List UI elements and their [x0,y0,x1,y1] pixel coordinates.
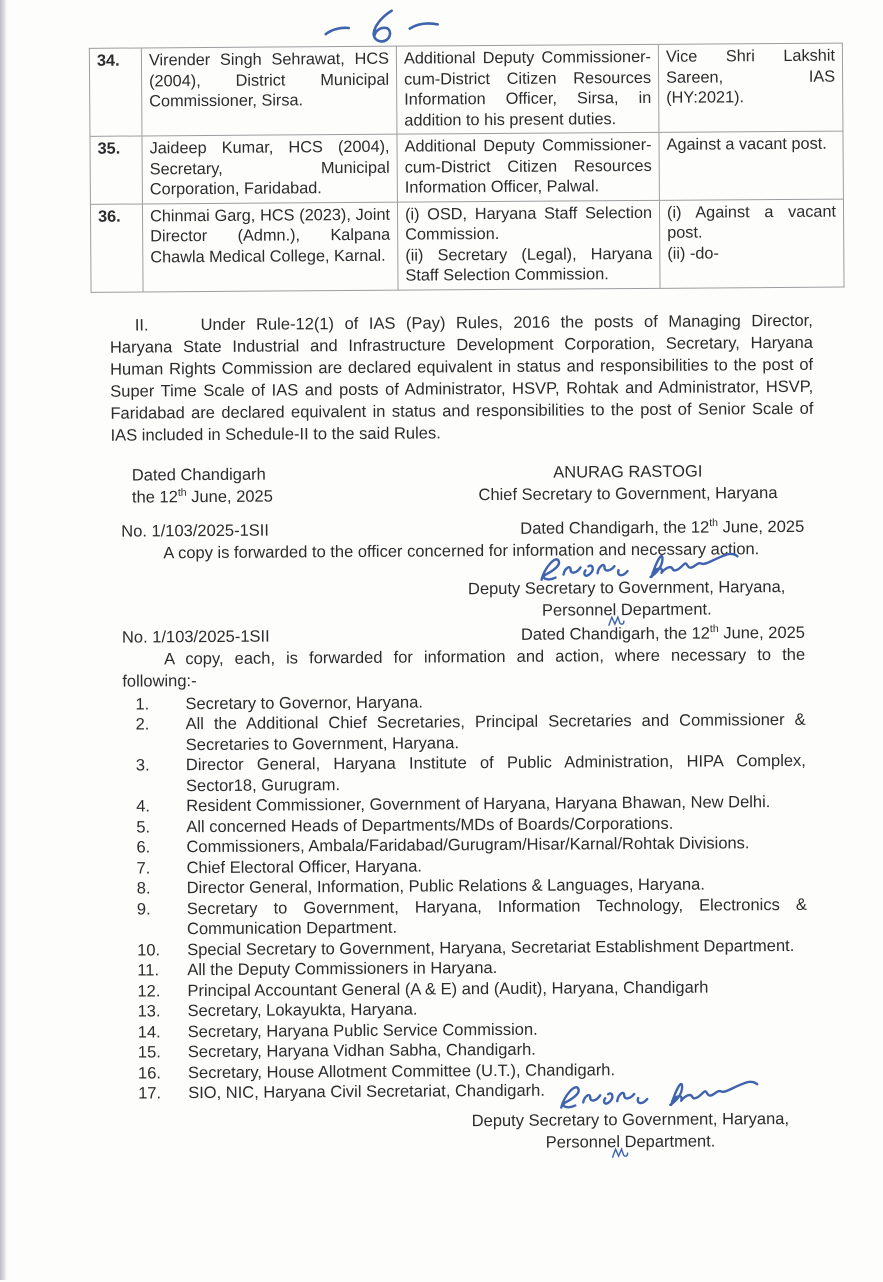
item-number: 2. [135,715,150,734]
item-text: Secretary, Lokayukta, Haryana. [187,1000,418,1021]
para-number: II. [134,315,149,335]
item-text: Commissioners, Ambala/Faridabad/Gurugram/Hisar/Karnal/Rohtak Divisions. [186,834,750,857]
cell-posting [396,44,659,134]
item-text: Principal Accountant General (A & E) and (Audit), Haryana, Chandigarh [187,978,709,1000]
cell-remarks [659,199,844,288]
item-text: Director General, Information, Public Relations & Languages, Haryana. [186,875,705,898]
list-item [136,710,806,756]
endorsement-date: Dated Chandigarh, the 12th June, 2025 [520,516,805,538]
cell-serial: 36. [90,203,143,291]
table-row [90,131,843,204]
table-row [89,43,843,136]
ref-number: No. 1/103/2025-1SII [121,521,269,541]
item-number: 9. [136,899,151,919]
cell-serial: 34. [89,48,142,136]
item-text: Secretary to Government, Haryana, Information Technology, Electronics & Communication Department. [186,895,807,939]
item-number: 4. [136,797,150,816]
cell-posting [397,132,659,201]
signatory-designation: Deputy Secretary to Government, Haryana, [467,577,786,598]
item-number: 5. [136,817,151,837]
item-text: Secretary, Haryana Vidhan Sabha, Chandigarh. [187,1040,536,1062]
para-equivalence [110,309,814,446]
posting-line: (ii) Secretary (Legal), Haryana Staff Selection Commission. [405,244,653,285]
page-number-ink-icon [318,5,468,48]
signatory-designation: Chief Secretary to Government, Haryana [478,483,778,504]
dateline-place: Dated Chandigarh [131,465,266,485]
item-text: Chief Electoral Officer, Haryana. [186,857,423,877]
cell-remarks [658,43,843,132]
dateline [121,463,273,508]
item-text: Special Secretary to Government, Haryana, Secretariat Establishment Department. [187,936,795,959]
ref-number: No. 1/103/2025-1SII [121,627,270,647]
para-text: Under Rule-12(1) of IAS (Pay) Rules, 2016 the posts of Managing Director, Haryana State Industrial and Infrastructure Development Corporation, Secretary, Haryana Human Rights Commission are declared equivalent in status and responsibilities to the post of Super Time Scale of IAS and posts of Administrator, HSVP, Rohtak and Administrator, HSVP, Faridabad are declared equivalent in status and responsibilities to the post of Senior Scale of IAS included in Schedule-II to the said Rules. [109,311,814,445]
item-number: 7. [136,858,151,878]
item-text: Secretary to Governor, Haryana. [185,693,424,713]
list-item [137,894,807,940]
item-text: All the Deputy Commissioners in Haryana. [187,959,498,980]
item-text: Secretary, Haryana Public Service Commission. [187,1020,538,1041]
item-number: 11. [137,961,160,980]
handwritten-page-number [318,5,488,46]
signatory-designation: Deputy Secretary to Government, Haryana, [471,1109,790,1130]
endorsement-date: Dated Chandigarh, the 12th June, 2025 [520,622,806,644]
item-number: 13. [137,1002,161,1021]
cell-officer: Virender Singh Sehrawat, HCS (2004), District Municipal Commissioner, Sirsa. [141,46,397,136]
item-text: All the Additional Chief Secretaries, Principal Secretaries and Commissioner & Secretaries to Government, Haryana. [185,710,806,754]
deputy-secretary-block [454,1107,806,1153]
item-text: Resident Commissioner, Government of Haryana, Haryana Bhawan, New Delhi. [186,793,771,816]
cell-serial: 35. [90,136,142,204]
item-text: SIO, NIC, Haryana Civil Secretariat, Chandigarh. [188,1081,545,1103]
endorsement2-body: A copy, each, is forwarded for information and action, where necessary to the following:- [122,645,806,691]
order-table [89,43,845,293]
remarks-line: (i) Against a vacant post. [666,202,837,242]
item-number: 17. [138,1084,162,1103]
ink-initials-icon [609,1146,629,1159]
signoff-block [121,459,804,508]
remarks-line: Vice Shri Lakshit Sareen, IAS (HY:2021). [665,46,836,107]
item-number: 12. [137,981,161,1001]
ink-initials-icon [606,614,626,627]
posting-line: Additional Deputy Commissioner-cum-District Citizen Resources Information Officer, Palwal. [404,135,652,197]
item-text: Director General, Haryana Institute of Public Administration, HIPA Complex, Sector18, Gurugram. [185,751,806,795]
item-number: 14. [137,1022,161,1042]
item-number: 1. [135,694,150,714]
cell-officer: Chinmai Garg, HCS (2023), Joint Director (Admn.), Kalpana Chawla Medical College, Karnal. [142,202,398,292]
item-text: Secretary, House Allotment Committee (U.T.), Chandigarh. [187,1060,616,1082]
cell-posting [397,200,660,290]
posting-line: (i) OSD, Haryana Staff Selection Commission. [404,203,653,244]
item-number: 8. [136,879,151,898]
signatory-department: Personnel Department. [541,599,712,620]
chief-secretary-block [452,459,804,505]
table-row [90,199,844,292]
endorsement1-body: A copy is forwarded to the officer concerned for information and necessary action. [163,539,760,562]
cell-remarks [659,131,843,200]
remarks-line: (ii) -do- [667,243,719,263]
posting-line: Additional Deputy Commissioner-cum-District Citizen Resources Information Officer, Sirsa, in addition to his present duties. [403,47,652,130]
signatory-department: Personnel Department. [545,1131,716,1152]
remarks-line: Against a vacant post. [666,134,827,154]
item-number: 16. [137,1063,162,1083]
item-text: All concerned Heads of Departments/MDs of Boards/Corporations. [186,814,674,836]
list-item [136,751,806,797]
item-number: 10. [137,940,161,960]
item-number: 3. [135,756,150,775]
signatory-name: ANURAG RASTOGI [553,462,703,482]
cell-officer: Jaideep Kumar, HCS (2004), Secretary, Municipal Corporation, Faridabad. [142,134,397,203]
item-number: 15. [137,1043,161,1062]
item-number: 6. [136,838,151,857]
recipient-list [135,689,808,1104]
dateline-date: the 12th June, 2025 [131,486,273,507]
deputy-secretary-block [451,575,803,621]
